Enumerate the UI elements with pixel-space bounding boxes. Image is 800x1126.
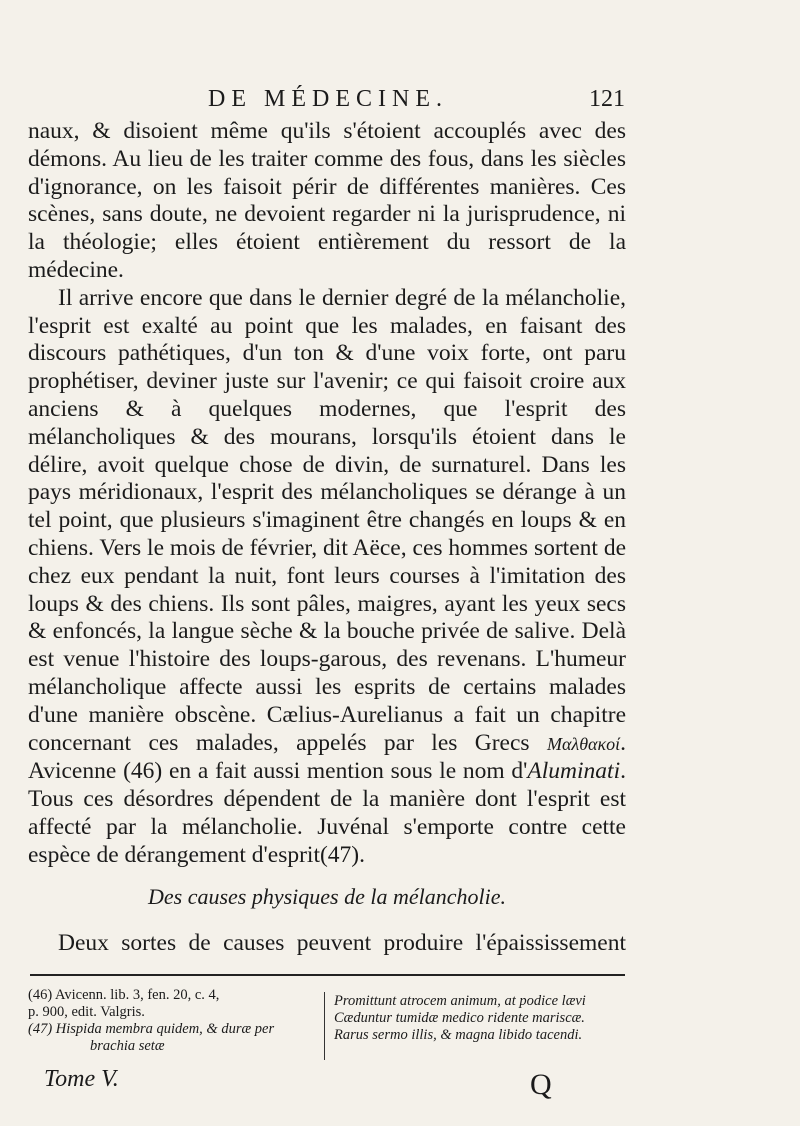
body-text [28, 118, 626, 870]
running-title: DE MÉDECINE. [208, 86, 448, 112]
footnote-rule [30, 974, 625, 976]
footnote-47-line-2: brachia setæ [90, 1038, 165, 1054]
footnotes-left [28, 987, 318, 1055]
volume-mark: Tome V. [44, 1066, 119, 1092]
footnote-ref-46: (46) [123, 758, 163, 785]
paragraph-2-text-b: . Avicenne [28, 729, 626, 785]
paragraph-2-end: . [359, 841, 366, 868]
paragraph-2 [28, 285, 626, 870]
footnote-47-verse-1: Promittunt atrocem animum, at podice lævi [334, 993, 586, 1009]
footnote-46-line-1: (46) Avicenn. lib. 3, fen. 20, c. 4, [28, 987, 220, 1003]
footnote-47-verse-3: Rarus sermo illis, & magna libido tacendi. [334, 1027, 583, 1043]
paragraph-2-text-a: Il arrive encore que dans le dernier degré de la mélancholie, l'esprit est exalté au point que les malades, en faisant des discours pathétiques, d'un ton & d'une voix forte, ont paru prophétiser, deviner juste sur l'avenir; ce qui faisoit croire aux anciens & à quelques modernes, que l'esprit des mélancholiques & des mourans, lorsqu'ils étoient dans le délire, avoit quelque chose de divin, de surnaturel. Dans les pays méridionaux, l'esprit des mélancholiques se dérange à un tel point, que plusieurs s'imaginent être changés en loups & en chiens. Vers le mois de février, dit Aëce, ces hommes sortent de chez eux pendant la nuit, font leurs courses à l'imitation des loups & des chiens. Ils sont pâles, maigres, ayant les yeux secs & enfoncés, la langue sèche & la bouche privée de salive. Delà est venue l'histoire des loups-garous, des revenans. L'humeur mélancholique affecte aussi les esprits de certains malades d'une manière obscène. Cælius-Aurelianus a fait un chapitre concernant ces malades, appelés par les Grecs [28, 284, 626, 756]
footnote-ref-47: (47) [319, 841, 360, 868]
greek-term: Μαλθακοί [546, 733, 621, 754]
footnote-47-line-1: (47) Hispida membra quidem, & duræ per [28, 1021, 275, 1037]
paragraph-2-text-d: . Tous ces désordres dépendent de la manière dont l'esprit est affecté par la mélancholie. Juvénal s'emporte contre cette espèce de dérangement d'esprit [28, 758, 626, 868]
footnotes-right [334, 993, 626, 1044]
paragraph-2-text-c: en a fait aussi mention sous le nom d' [168, 758, 528, 785]
final-line: Deux sortes de causes peuvent produire l'épaississement [58, 930, 626, 956]
section-heading: Des causes physiques de la mélancholie. [147, 884, 507, 909]
footnote-47-verse-2: Cæduntur tumidæ medico ridente mariscæ. [334, 1010, 585, 1026]
page-number: 121 [589, 86, 625, 112]
aluminati-term: Aluminati [527, 758, 621, 785]
signature-letter: Q [530, 1068, 552, 1101]
paragraph-1: naux, & disoient même qu'ils s'étoient accouplés avec des démons. Au lieu de les traiter comme des fous, dans les siècles d'ignorance, on les faisoit périr de différentes manières. Ces scènes, sans doute, ne devoient regarder ni la jurisprudence, ni la théologie; elles étoient entièrement du ressort de la médecine. [28, 118, 626, 283]
footnote-column-divider [324, 992, 325, 1060]
footnote-46-line-2: p. 900, edit. Valgris. [28, 1004, 145, 1020]
